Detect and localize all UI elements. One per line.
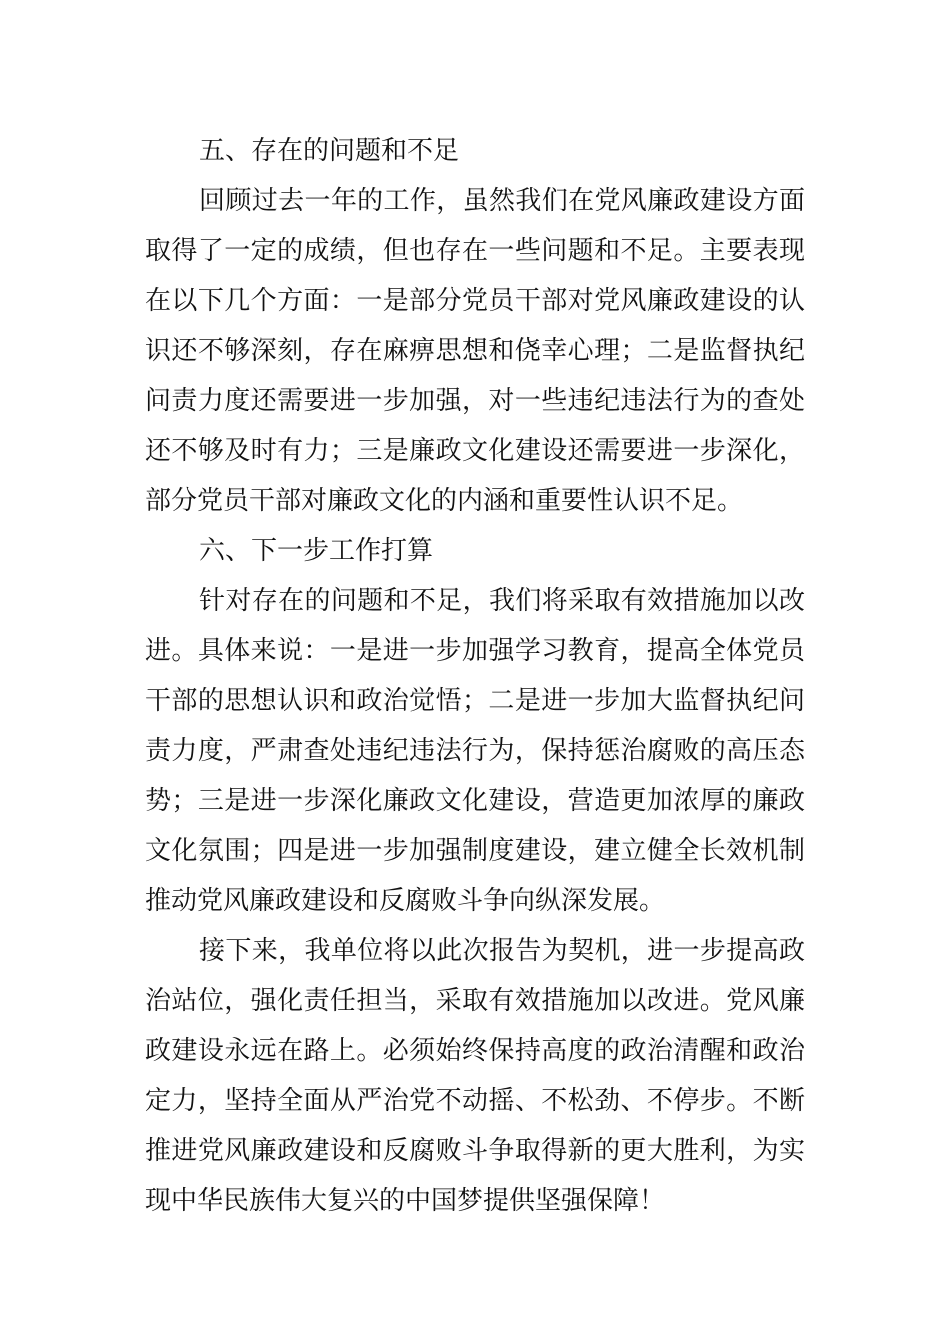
paragraph-line: 推动党风廉政建设和反腐败斗争向纵深发展。 xyxy=(145,886,666,916)
paragraph-line: 政建设永远在路上。必须始终保持高度的政治清醒和政治 xyxy=(145,1036,805,1066)
paragraph-line: 现中华民族伟大复兴的中国梦提供坚强保障！ xyxy=(145,1186,666,1216)
paragraph-line: 干部的思想认识和政治觉悟；二是进一步加大监督执纪问 xyxy=(145,686,805,716)
paragraph-line: 势；三是进一步深化廉政文化建设，营造更加浓厚的廉政 xyxy=(145,786,805,816)
paragraph-line: 还不够及时有力；三是廉政文化建设还需要进一步深化， xyxy=(145,436,805,466)
paragraph-line: 责力度，严肃查处违纪违法行为，保持惩治腐败的高压态 xyxy=(145,736,805,766)
paragraph-line: 识还不够深刻，存在麻痹思想和侥幸心理；二是监督执纪 xyxy=(145,336,805,366)
paragraph-line: 进。具体来说：一是进一步加强学习教育，提高全体党员 xyxy=(145,636,805,666)
paragraph-line: 回顾过去一年的工作，虽然我们在党风廉政建设方面 xyxy=(199,186,805,216)
paragraph-line: 针对存在的问题和不足，我们将采取有效措施加以改 xyxy=(199,586,805,616)
paragraph-line: 取得了一定的成绩，但也存在一些问题和不足。主要表现 xyxy=(145,236,805,266)
paragraph-line: 部分党员干部对廉政文化的内涵和重要性认识不足。 xyxy=(145,486,744,516)
paragraph-line: 推进党风廉政建设和反腐败斗争取得新的更大胜利，为实 xyxy=(145,1136,805,1166)
section-heading-next-steps: 六、下一步工作打算 xyxy=(199,536,434,566)
paragraph-line: 文化氛围；四是进一步加强制度建设，建立健全长效机制 xyxy=(145,836,805,866)
paragraph-line: 问责力度还需要进一步加强，对一些违纪违法行为的查处 xyxy=(145,386,805,416)
paragraph-line: 治站位，强化责任担当，采取有效措施加以改进。党风廉 xyxy=(145,986,805,1016)
section-heading-problems: 五、存在的问题和不足 xyxy=(199,136,460,166)
paragraph-line: 定力，坚持全面从严治党不动摇、不松劲、不停步。不断 xyxy=(145,1086,805,1116)
paragraph-line: 在以下几个方面：一是部分党员干部对党风廉政建设的认 xyxy=(145,286,805,316)
paragraph-line: 接下来，我单位将以此次报告为契机，进一步提高政 xyxy=(199,936,805,966)
